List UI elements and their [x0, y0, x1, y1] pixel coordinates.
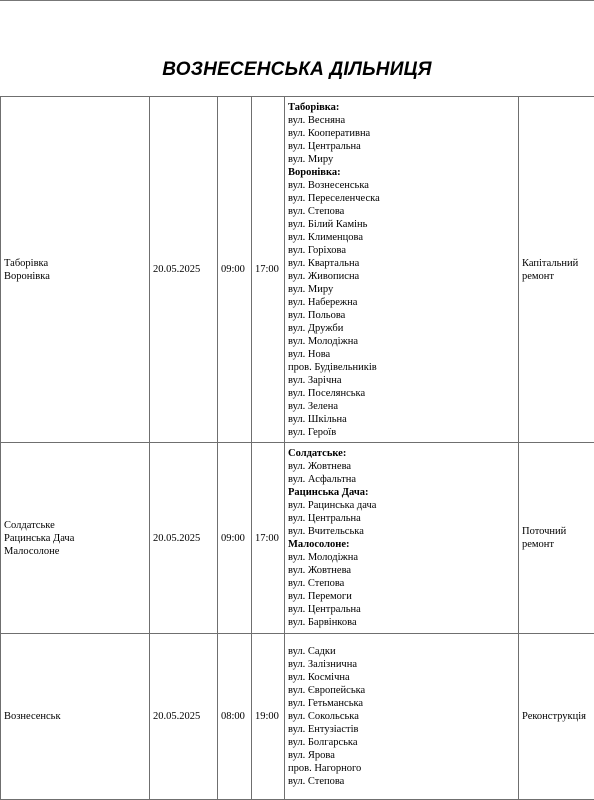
street-item: пров. Будівельників: [288, 361, 377, 373]
schedule-body: [1, 97, 594, 800]
street-item: вул. Вчительська: [288, 526, 364, 537]
streets-cell: [285, 634, 519, 800]
street-item: вул. Болгарська: [288, 737, 358, 748]
settlement-name: Солдатське: [4, 519, 55, 531]
street-item: вул. Ярова: [288, 750, 335, 761]
street-item: вул. Зарічна: [288, 374, 342, 386]
work-type-cell: [519, 97, 594, 443]
date-cell: 20.05.2025: [150, 634, 218, 800]
work-type-cell: [519, 443, 594, 634]
street-item: вул. Миру: [288, 153, 334, 165]
work-type-label: Реконструкція: [522, 711, 587, 722]
street-item: вул. Дружби: [288, 322, 344, 334]
work-type-label: Капітальний: [522, 257, 579, 269]
settlement-cell: [1, 443, 150, 634]
street-item: вул. Космічна: [288, 672, 350, 683]
settlement-name: Малосолоне: [4, 545, 60, 557]
street-item: вул. Центральна: [288, 604, 361, 615]
street-item: вул. Сокольська: [288, 711, 359, 722]
work-type-cell: [519, 634, 594, 800]
street-item: вул. Залізнична: [288, 659, 357, 670]
street-item: вул. Гетьманська: [288, 698, 364, 709]
start-time-cell: 09:00: [218, 97, 252, 443]
streets-cell: [285, 97, 519, 443]
street-item: вул. Шкільна: [288, 413, 347, 425]
table-row: [1, 634, 594, 800]
street-item: вул. Жовтнева: [288, 565, 352, 576]
street-item: вул. Європейська: [288, 685, 366, 696]
settlement-heading: Рацинська Дача:: [288, 487, 369, 498]
street-item: вул. Асфальтна: [288, 474, 357, 485]
street-item: вул. Поселянська: [288, 387, 366, 399]
outage-schedule-table: [0, 96, 594, 800]
settlement-heading: Воронівка:: [288, 166, 341, 178]
streets-cell: [285, 443, 519, 634]
street-item: вул. Переселенческа: [288, 192, 380, 204]
street-item: вул. Степова: [288, 578, 345, 589]
street-item: вул. Квартальна: [288, 257, 360, 269]
street-item: пров. Нагорного: [288, 763, 362, 774]
street-item: вул. Кооперативна: [288, 127, 371, 139]
street-item: вул. Центральна: [288, 140, 361, 152]
street-item: вул. Білий Камінь: [288, 218, 368, 230]
street-item: вул. Польова: [288, 309, 346, 321]
street-item: вул. Миру: [288, 283, 334, 295]
end-time-cell: 17:00: [252, 443, 285, 634]
street-item: вул. Набережна: [288, 296, 358, 308]
end-time-cell: 17:00: [252, 97, 285, 443]
street-item: вул. Центральна: [288, 513, 361, 524]
settlement-heading: Таборівка:: [288, 101, 340, 113]
end-time-cell: 19:00: [252, 634, 285, 800]
table-row: [1, 97, 594, 443]
street-item: вул. Перемоги: [288, 591, 352, 602]
settlement-cell: [1, 634, 150, 800]
street-item: вул. Рацинська дача: [288, 500, 377, 511]
street-item: вул. Жовтнева: [288, 461, 352, 472]
settlement-name: Воронівка: [4, 270, 50, 282]
street-item: вул. Степова: [288, 776, 345, 787]
settlement-name: Вознесенськ: [4, 711, 61, 722]
street-item: вул. Барвінкова: [288, 617, 357, 628]
settlement-heading: Солдатське:: [288, 448, 347, 459]
date-cell: 20.05.2025: [150, 443, 218, 634]
table-row: [1, 443, 594, 634]
street-item: вул. Клименцова: [288, 231, 364, 243]
street-item: вул. Нова: [288, 348, 331, 360]
settlement-cell: [1, 97, 150, 443]
street-item: вул. Вознесенська: [288, 179, 369, 191]
work-type-label: ремонт: [522, 270, 555, 282]
date-cell: 20.05.2025: [150, 97, 218, 443]
settlement-name: Рацинська Дача: [4, 532, 75, 544]
street-item: вул. Горіхова: [288, 244, 347, 256]
settlement-name: Таборівка: [4, 257, 49, 269]
start-time-cell: 08:00: [218, 634, 252, 800]
start-time-cell: 09:00: [218, 443, 252, 634]
street-item: вул. Молодіжна: [288, 552, 359, 563]
street-item: вул. Героїв: [288, 426, 337, 438]
work-type-label: Поточний: [522, 526, 567, 537]
page-title: ВОЗНЕСЕНСЬКА ДІЛЬНИЦЯ: [162, 59, 432, 80]
street-item: вул. Степова: [288, 205, 345, 217]
top-rule: [0, 0, 594, 1]
settlement-heading: Малосолоне:: [288, 539, 350, 550]
street-item: вул. Зелена: [288, 400, 338, 412]
street-item: вул. Живописна: [288, 270, 360, 282]
work-type-label: ремонт: [522, 539, 555, 550]
street-item: вул. Садки: [288, 646, 336, 657]
street-item: вул. Молодіжна: [288, 335, 359, 347]
street-item: вул. Весняна: [288, 114, 346, 126]
street-item: вул. Ентузіастів: [288, 724, 359, 735]
